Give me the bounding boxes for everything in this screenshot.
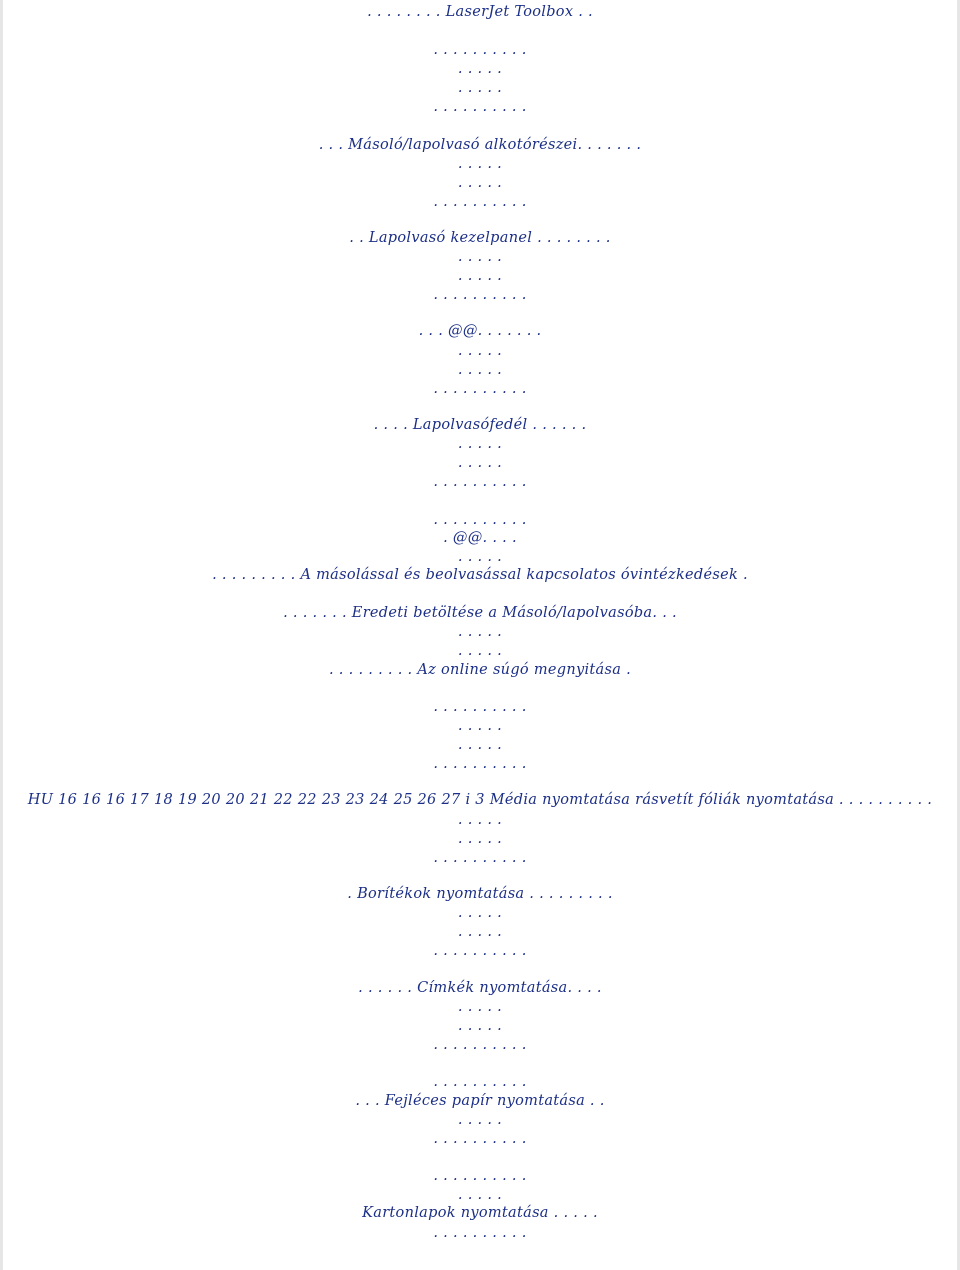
toc-leader: . . . . . [457, 643, 503, 659]
toc-entry-at-marks: . @@. . . . [443, 530, 517, 546]
toc-leader: . . . . . . . . . . [433, 99, 527, 115]
toc-entry-online-help: . . . . . . . . . Az online súgó megnyitása . [328, 662, 631, 678]
toc-entry-loading-originals: . . . . . . . Eredeti betöltése a Másoló/lapolvasóba. . . [283, 605, 677, 621]
toc-entry-envelopes: . Borítékok nyomtatása . . . . . . . . . [347, 886, 613, 902]
toc-entry-labels: . . . . . . Címkék nyomtatása. . . . [358, 980, 602, 996]
toc-leader: . . . . . . . . . . [433, 1168, 527, 1184]
toc-leader: . . . . . . . . . . [433, 474, 527, 490]
toc-entry-media-printing: HU 16 16 16 17 18 19 20 20 21 22 22 23 23 24 25 26 27 i 3 Média nyomtatása rásvetít fóliák nyomtatása . . . . . . . . . . [27, 792, 933, 808]
toc-leader: . . . . . [457, 436, 503, 452]
toc-entry-at-marks: . . . @@. . . . . . . [418, 323, 542, 339]
toc-leader: . . . . . [457, 249, 503, 265]
toc-leader: . . . . . [457, 156, 503, 172]
toc-leader: . . . . . . . . . . [433, 756, 527, 772]
toc-entry-components: . . . Másoló/lapolvasó alkotórészei. . . . . . . [318, 137, 642, 153]
toc-leader: . . . . . [457, 362, 503, 378]
toc-leader: . . . . . [457, 80, 503, 96]
toc-leader: . . . . . . . . . . [433, 1225, 527, 1241]
toc-leader: . . . . . . . . . . [433, 1074, 527, 1090]
toc-leader: . . . . . [457, 812, 503, 828]
toc-leader: . . . . . [457, 905, 503, 921]
toc-leader: . . . . . . . . . . [433, 194, 527, 210]
toc-leader: . . . . . [457, 268, 503, 284]
toc-leader: . . . . . [457, 175, 503, 191]
toc-entry-laserjet-toolbox: . . . . . . . . LaserJet Toolbox . . [367, 4, 593, 20]
toc-leader: . . . . . [457, 924, 503, 940]
toc-leader: . . . . . [457, 718, 503, 734]
toc-leader: . . . . . [457, 343, 503, 359]
toc-entry-cardstock: Kartonlapok nyomtatása . . . . . [362, 1205, 598, 1221]
toc-leader: . . . . . [457, 999, 503, 1015]
toc-leader: . . . . . . . . . . [433, 850, 527, 866]
toc-entry-control-panel: . . Lapolvasó kezelpanel . . . . . . . . [349, 230, 611, 246]
toc-leader: . . . . . . . . . . [433, 381, 527, 397]
toc-leader: . . . . . . . . . . [433, 1037, 527, 1053]
toc-entry-letterhead: . . . Fejléces papír nyomtatása . . [355, 1093, 605, 1109]
toc-entry-precautions: . . . . . . . . . A másolással és beolvasással kapcsolatos óvintézkedések . [212, 567, 748, 583]
toc-leader: . . . . . [457, 737, 503, 753]
toc-leader: . . . . . [457, 1018, 503, 1034]
toc-entry-scanner-lid: . . . . Lapolvasófedél . . . . . . [373, 417, 587, 433]
toc-leader: . . . . . [457, 1112, 503, 1128]
toc-leader: . . . . . [457, 455, 503, 471]
toc-leader: . . . . . [457, 1187, 503, 1203]
toc-leader: . . . . . [457, 61, 503, 77]
toc-leader: . . . . . [457, 831, 503, 847]
toc-leader: . . . . . . . . . . [433, 287, 527, 303]
toc-leader: . . . . . [457, 549, 503, 565]
toc-leader: . . . . . . . . . . [433, 512, 527, 528]
toc-leader: . . . . . . . . . . [433, 699, 527, 715]
toc-leader: . . . . . . . . . . [433, 943, 527, 959]
toc-leader: . . . . . [457, 624, 503, 640]
toc-leader: . . . . . . . . . . [433, 1131, 527, 1147]
toc-leader: . . . . . . . . . . [433, 42, 527, 58]
